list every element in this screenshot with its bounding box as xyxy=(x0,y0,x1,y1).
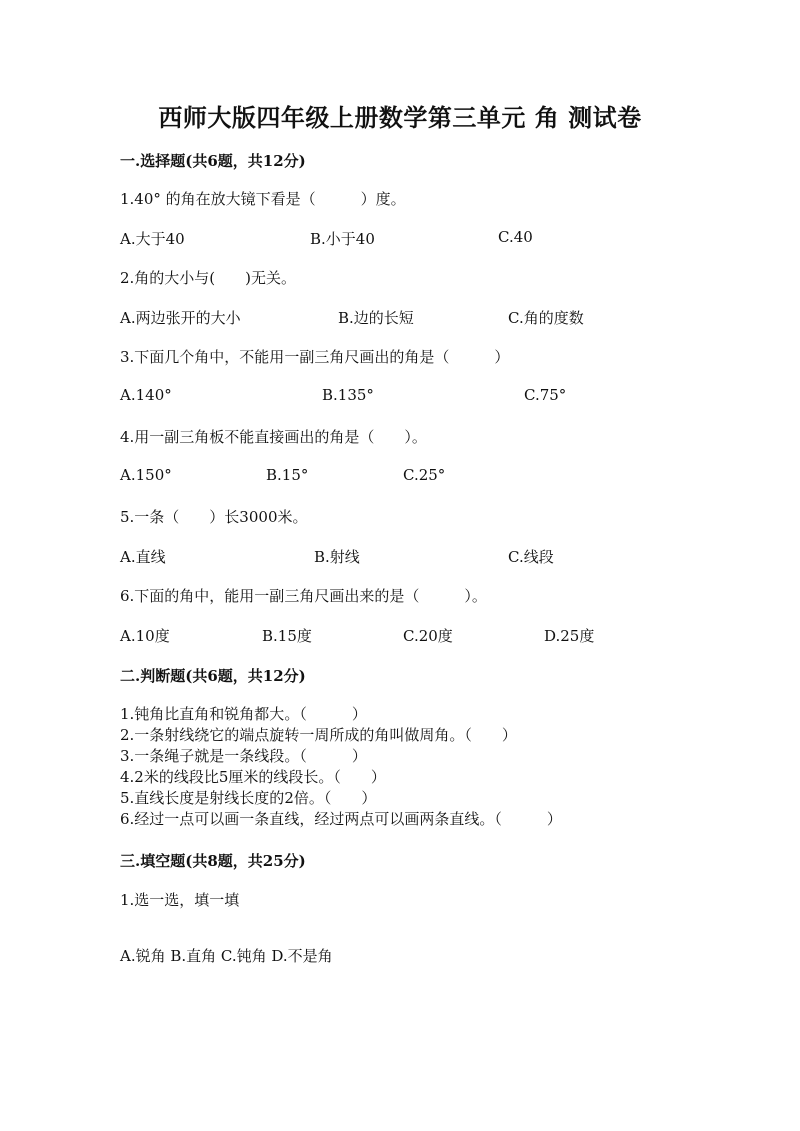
choice-5-option-c: C.线段 xyxy=(508,548,554,566)
choice-2-option-b: B.边的长短 xyxy=(338,309,414,327)
fill-question-1: 1.选一选，填一填 xyxy=(120,891,240,909)
choice-6-option-c: C.20度 xyxy=(403,627,453,645)
true-false-item-4: 4.2米的线段比5厘米的线段长。（ ） xyxy=(120,768,386,786)
choice-6-option-a: A.10度 xyxy=(120,627,170,645)
choice-question-5: 5.一条（ ）长3000米。 xyxy=(120,508,308,526)
fill-question-1-options: A.锐角 B.直角 C.钝角 D.不是角 xyxy=(120,947,333,965)
choice-6-option-b: B.15度 xyxy=(262,627,312,645)
true-false-list xyxy=(120,704,562,830)
choice-2-option-a: A.两边张开的大小 xyxy=(120,309,241,327)
choice-question-1: 1.40° 的角在放大镜下看是（ ）度。 xyxy=(120,190,406,208)
section-heading-fill-in: 三.填空题(共8题，共25分) xyxy=(120,852,306,870)
true-false-item-6: 6.经过一点可以画一条直线，经过两点可以画两条直线。（ ） xyxy=(120,810,562,828)
choice-2-option-c: C.角的度数 xyxy=(508,309,584,327)
choice-5-option-b: B.射线 xyxy=(314,548,360,566)
choice-1-option-a: A.大于40 xyxy=(120,230,185,248)
choice-6-option-d: D.25度 xyxy=(544,627,595,645)
section-heading-true-false: 二.判断题(共6题，共12分) xyxy=(120,667,306,685)
choice-1-option-b: B.小于40 xyxy=(310,230,375,248)
choice-1-option-c: C.40 xyxy=(498,228,533,246)
page-title: 西师大版四年级上册数学第三单元 角 测试卷 xyxy=(158,103,642,132)
true-false-item-5: 5.直线长度是射线长度的2倍。（ ） xyxy=(120,789,377,807)
choice-4-option-b: B.15° xyxy=(266,466,309,484)
true-false-item-3: 3.一条绳子就是一条线段。（ ） xyxy=(120,747,367,765)
choice-question-6: 6.下面的角中，能用一副三角尺画出来的是（ ）。 xyxy=(120,587,487,605)
choice-4-option-c: C.25° xyxy=(403,466,446,484)
choice-question-4: 4.用一副三角板不能直接画出的角是（ ）。 xyxy=(120,428,427,446)
choice-3-option-c: C.75° xyxy=(524,386,567,404)
true-false-item-2: 2.一条射线绕它的端点旋转一周所成的角叫做周角。（ ） xyxy=(120,726,517,744)
choice-4-option-a: A.150° xyxy=(120,466,172,484)
section-heading-choice: 一.选择题(共6题，共12分) xyxy=(120,152,306,170)
choice-question-3: 3.下面几个角中，不能用一副三角尺画出的角是（ ） xyxy=(120,348,510,366)
choice-question-2: 2.角的大小与( )无关。 xyxy=(120,269,297,287)
choice-3-option-b: B.135° xyxy=(322,386,374,404)
choice-3-option-a: A.140° xyxy=(120,386,172,404)
choice-5-option-a: A.直线 xyxy=(120,548,166,566)
true-false-item-1: 1.钝角比直角和锐角都大。（ ） xyxy=(120,705,367,723)
